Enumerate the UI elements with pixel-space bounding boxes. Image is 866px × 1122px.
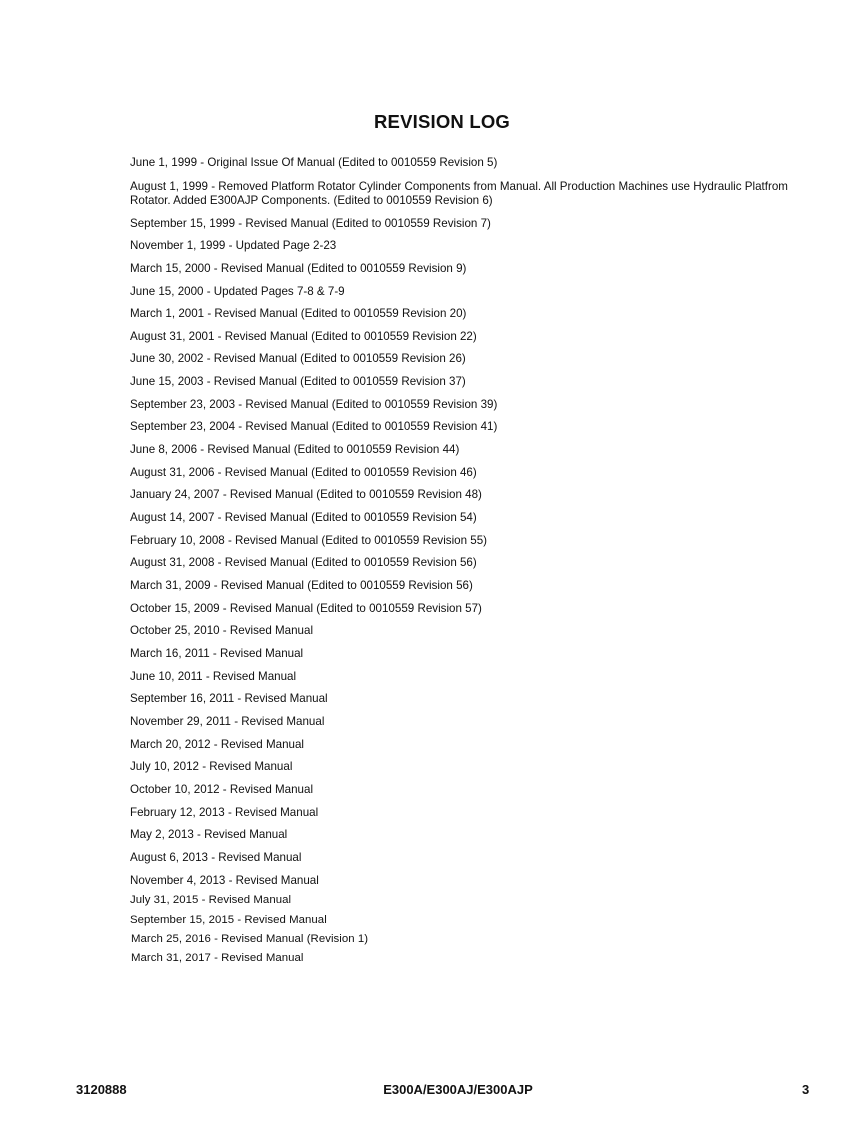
- revision-entry: June 30, 2002 - Revised Manual (Edited to 0010559 Revision 26): [130, 352, 466, 365]
- revision-entry: August 31, 2001 - Revised Manual (Edited to 0010559 Revision 22): [130, 330, 477, 343]
- page-number: 3: [802, 1082, 810, 1097]
- revision-entry: March 1, 2001 - Revised Manual (Edited to 0010559 Revision 20): [130, 307, 467, 320]
- revision-entry: November 29, 2011 - Revised Manual: [130, 715, 325, 728]
- revision-entry: October 10, 2012 - Revised Manual: [130, 783, 314, 796]
- revision-entry: February 12, 2013 - Revised Manual: [130, 806, 319, 819]
- revision-entry: June 1, 1999 - Original Issue Of Manual (Edited to 0010559 Revision 5): [130, 156, 498, 169]
- revision-entry: March 31, 2017 - Revised Manual: [131, 952, 304, 964]
- revision-entry: September 15, 1999 - Revised Manual (Edited to 0010559 Revision 7): [130, 217, 491, 230]
- revision-entry: August 6, 2013 - Revised Manual: [130, 851, 302, 864]
- revision-entry: August 1, 1999 - Removed Platform Rotator Cylinder Components from Manual. All Production Machines use Hydraulic Platfrom Rotator. Added E300AJP Components. (Edited to 0010559 Revision 6): [130, 180, 788, 207]
- revision-entry: March 15, 2000 - Revised Manual (Edited to 0010559 Revision 9): [130, 262, 467, 275]
- revision-entry: August 31, 2006 - Revised Manual (Edited to 0010559 Revision 46): [130, 466, 477, 479]
- revision-entry: June 15, 2003 - Revised Manual (Edited to 0010559 Revision 37): [130, 375, 466, 388]
- revision-entry: June 15, 2000 - Updated Pages 7-8 & 7-9: [130, 285, 345, 298]
- revision-entry: June 8, 2006 - Revised Manual (Edited to 0010559 Revision 44): [130, 443, 460, 456]
- revision-entry: June 10, 2011 - Revised Manual: [130, 670, 297, 683]
- revision-entry: February 10, 2008 - Revised Manual (Edited to 0010559 Revision 55): [130, 534, 488, 547]
- revision-entry: May 2, 2013 - Revised Manual: [130, 828, 288, 841]
- revision-entry: July 10, 2012 - Revised Manual: [130, 760, 293, 773]
- revision-entry: October 25, 2010 - Revised Manual: [130, 624, 314, 637]
- revision-entry: November 4, 2013 - Revised Manual: [130, 874, 319, 887]
- revision-entry: September 23, 2003 - Revised Manual (Edited to 0010559 Revision 39): [130, 398, 498, 411]
- revision-entry: September 16, 2011 - Revised Manual: [130, 692, 328, 705]
- revision-entry: March 25, 2016 - Revised Manual (Revision 1): [131, 933, 369, 945]
- revision-entry: July 31, 2015 - Revised Manual: [130, 894, 292, 906]
- revision-entry: August 14, 2007 - Revised Manual (Edited to 0010559 Revision 54): [130, 511, 477, 524]
- revision-entry: March 16, 2011 - Revised Manual: [130, 647, 304, 660]
- revision-entry: January 24, 2007 - Revised Manual (Edited to 0010559 Revision 48): [130, 488, 482, 501]
- revision-entry: September 23, 2004 - Revised Manual (Edited to 0010559 Revision 41): [130, 420, 498, 433]
- revision-entry: March 20, 2012 - Revised Manual: [130, 738, 304, 751]
- model-name: E300A/E300AJ/E300AJP: [383, 1082, 533, 1097]
- revision-entry: August 31, 2008 - Revised Manual (Edited to 0010559 Revision 56): [130, 556, 477, 569]
- page-title: REVISION LOG: [373, 111, 511, 132]
- revision-entry: October 15, 2009 - Revised Manual (Edited to 0010559 Revision 57): [130, 602, 482, 615]
- revision-entry: September 15, 2015 - Revised Manual: [130, 914, 327, 926]
- revision-entry: November 1, 1999 - Updated Page 2-23: [130, 239, 337, 252]
- document-number: 3120888: [76, 1082, 127, 1097]
- revision-entry: March 31, 2009 - Revised Manual (Edited to 0010559 Revision 56): [130, 579, 473, 592]
